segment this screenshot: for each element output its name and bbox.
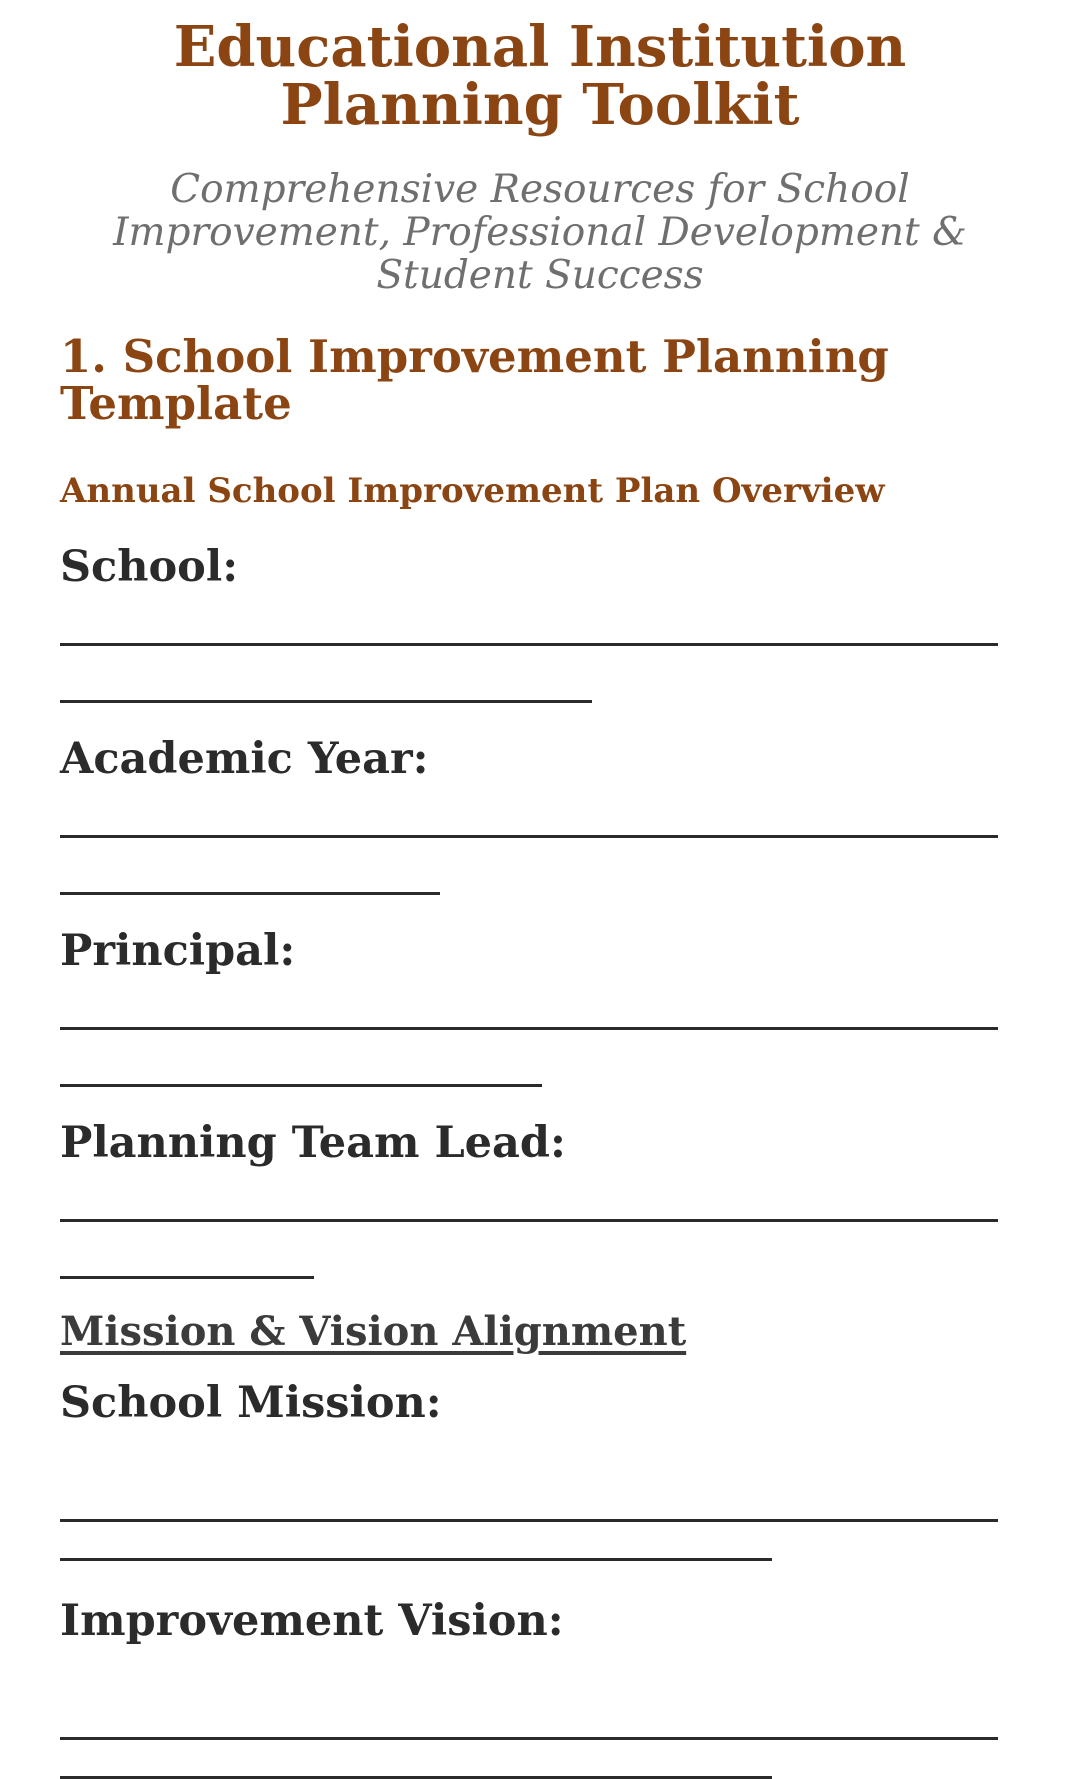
- improvement-vision-label: Improvement Vision:: [60, 1596, 564, 1646]
- planning-team-lead-blank-line-continued: [60, 1276, 314, 1279]
- document-title: Educational Institution Planning Toolkit: [173, 14, 907, 138]
- improvement-vision-field: [60, 1597, 1000, 1779]
- academic-year-blank-line: [60, 835, 998, 838]
- school-label: School:: [60, 542, 239, 592]
- section-1: [0, 330, 1080, 1779]
- school-mission-label: School Mission:: [60, 1378, 442, 1428]
- school-mission-blank-line: [60, 1519, 998, 1522]
- academic-year-field: [60, 735, 1000, 895]
- school-mission-blank-line-continued: [60, 1558, 772, 1561]
- academic-year-label: Academic Year:: [60, 734, 429, 784]
- academic-year-blank-line-continued: [60, 892, 440, 895]
- overview-heading: Annual School Improvement Plan Overview: [60, 471, 885, 511]
- document-subtitle: Comprehensive Resources for School Improvement, Professional Development & Student Success: [113, 167, 967, 298]
- principal-label: Principal:: [60, 926, 296, 976]
- planning-team-lead-blank-line: [60, 1219, 998, 1222]
- planning-team-lead-label: Planning Team Lead:: [60, 1118, 566, 1168]
- mission-vision-heading: Mission & Vision Alignment: [60, 1308, 687, 1355]
- planning-team-lead-field: [60, 1119, 1000, 1279]
- school-mission-field: [60, 1379, 1000, 1561]
- school-blank-line: [60, 643, 998, 646]
- improvement-vision-blank-line: [60, 1737, 998, 1740]
- school-blank-line-continued: [60, 700, 592, 703]
- principal-blank-line: [60, 1027, 998, 1030]
- principal-blank-line-continued: [60, 1084, 542, 1087]
- section-heading: 1. School Improvement Planning Template: [60, 330, 889, 430]
- principal-field: [60, 927, 1000, 1087]
- school-field: [60, 543, 1000, 703]
